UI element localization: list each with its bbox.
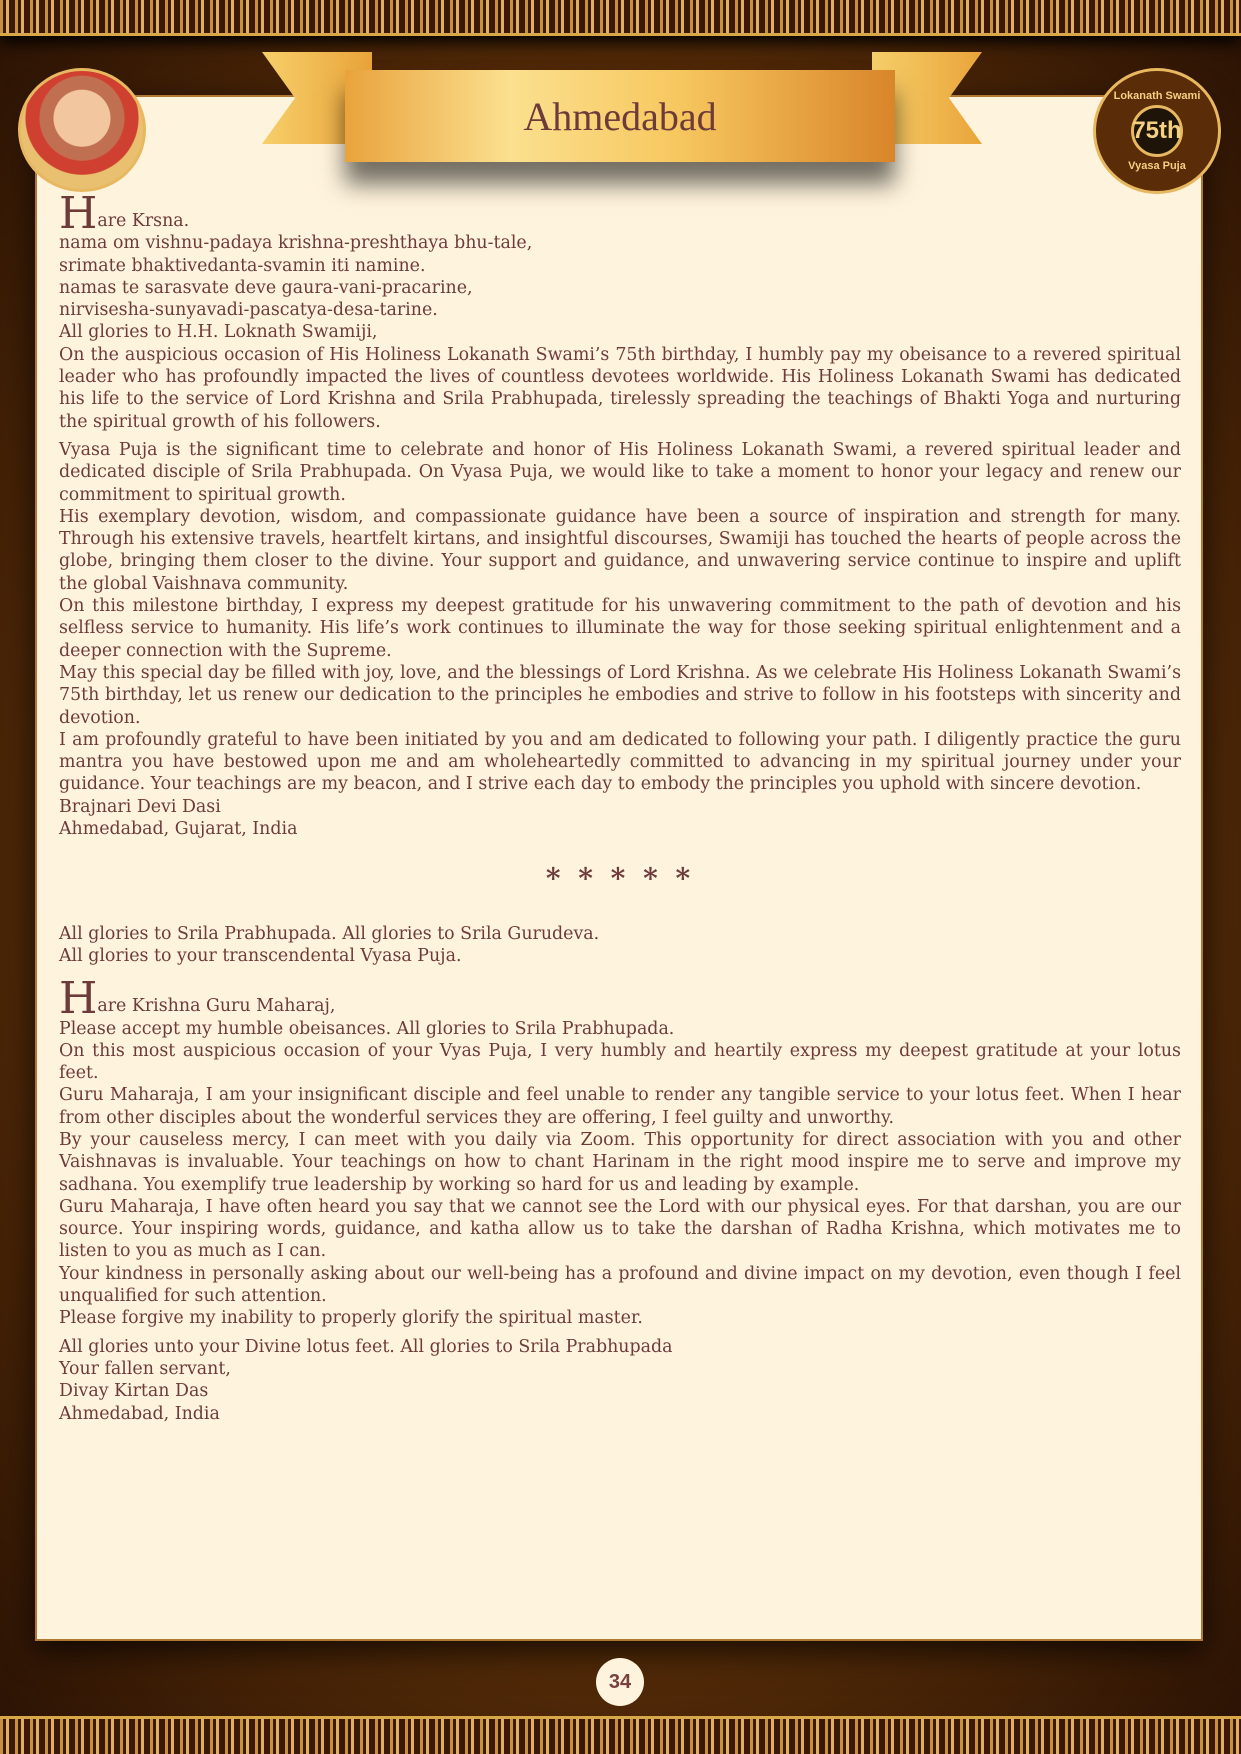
- paragraph: Guru Maharaja, I am your insignificant disciple and feel unable to render any tangible service to your lotus feet. When I hear from other disciples about the wonderful services they are offering, I feel guilty and unworthy.: [59, 1085, 1181, 1128]
- paragraph: By your causeless mercy, I can meet with you daily via Zoom. This opportunity for direct association with you and other Vaishnavas is invaluable. Your teachings on how to chant Harinam in the right mood inspire me to serve and improve my sadhana. You exemplify true leadership by working so hard for us and leading by example.: [59, 1129, 1181, 1195]
- letters-body: [59, 188, 1181, 1425]
- signature-name: Divay Kirtan Das: [59, 1381, 209, 1402]
- paragraph: On this milestone birthday, I express my deepest gratitude for his unwavering commitment to the path of devotion and his selfless service to humanity. His life’s work continues to illuminate the way for those seeking spiritual enlightenment and a deeper connection with the Supreme.: [59, 596, 1181, 661]
- signature-location: Ahmedabad, India: [59, 1403, 220, 1424]
- letter1-greeting: [59, 188, 1181, 239]
- intro-line: All glories to your transcendental Vyasa Puja.: [59, 945, 462, 966]
- letter2-greeting: [59, 973, 1181, 1025]
- paragraph: Vyasa Puja is the significant time to celebrate and honor of His Holiness Lokanath Swami, a revered spiritual leader and dedicated disciple of Srila Prabhupada. On Vyasa Puja, we would like to take a moment to honor your legacy and renew our commitment to spiritual growth.: [59, 439, 1181, 505]
- paragraph: Your kindness in personally asking about our well-being has a profound and divine impact on my devotion, even though I feel unqualified for such attention.: [59, 1263, 1181, 1307]
- seal-text-top: Lokanath Swami: [1113, 90, 1201, 102]
- closing-line: Your fallen servant,: [59, 1358, 231, 1379]
- paragraph: On this most auspicious occasion of your Vyas Puja, I very humbly and heartily express my deepest gratitude at your lotus feet.: [59, 1040, 1181, 1084]
- verse-line: srimate bhaktivedanta-svamin iti namine.: [59, 255, 426, 276]
- paragraph: On the auspicious occasion of His Holiness Lokanath Swami’s 75th birthday, I humbly pay my obeisance to a revered spiritual leader who has profoundly impacted the lives of countless devotees worldwide. His Holiness Lokanath Swami has dedicated his life to the service of Lord Krishna and Srila Prabhupada, tirelessly spreading the teachings of Bhakti Yoga and nurturing the spiritual growth of his followers.: [59, 344, 1181, 432]
- verse-line: namas te sarasvate deve gaura-vani-pracarine,: [59, 277, 473, 298]
- verse-line: All glories to H.H. Loknath Swamiji,: [59, 322, 378, 343]
- section-separator: * * * * *: [545, 862, 695, 896]
- paragraph: Please accept my humble obeisances. All glories to Srila Prabhupada.: [59, 1018, 675, 1039]
- verse-line: nama om vishnu-padaya krishna-preshthaya bhu-tale,: [59, 233, 533, 254]
- closing-line: All glories unto your Divine lotus feet. All glories to Srila Prabhupada: [59, 1336, 673, 1357]
- paragraph: His exemplary devotion, wisdom, and compassionate guidance have been a source of inspiration and strength for many. Through his extensive travels, heartfelt kirtans, and insightful discourses, Swamiji has touched the hearts of people across the globe, bringing them closer to the divine. Your support and guidance, and unwavering service continue to inspire and uplift the global Vaishnava community.: [59, 506, 1181, 594]
- bottom-decorative-border: [0, 1716, 1241, 1754]
- paragraph: May this special day be filled with joy, love, and the blessings of Lord Krishna. As we celebrate His Holiness Lokanath Swami’s 75th birthday, let us renew our dedication to the principles he embodies and strive to follow in his footsteps with sincerity and devotion.: [59, 662, 1181, 728]
- seal-text-bottom: Vyasa Puja: [1128, 160, 1186, 172]
- guru-portrait: [18, 68, 146, 192]
- signature-name: Brajnari Devi Dasi: [59, 796, 221, 817]
- verse-line: nirvisesha-sunyavadi-pascatya-desa-tarine.: [59, 300, 438, 321]
- top-decorative-border: [0, 0, 1241, 36]
- signature-location: Ahmedabad, Gujarat, India: [59, 819, 298, 840]
- paragraph: Please forgive my inability to properly glorify the spiritual master.: [59, 1308, 643, 1329]
- paragraph: I am profoundly grateful to have been initiated by you and am dedicated to following your path. I diligently practice the guru mantra you have bestowed upon me and am wholeheartedly committed to advancing in my spiritual journey under your guidance. Your teachings are my beacon, and I strive each day to embody the principles you uphold with sincere devotion.: [59, 729, 1181, 795]
- title-ribbon: [345, 70, 895, 162]
- anniversary-seal-logo: [1093, 68, 1221, 194]
- drop-cap: H: [59, 188, 98, 239]
- page-title: Ahmedabad: [523, 93, 717, 139]
- page-number: 34: [596, 1658, 644, 1706]
- greeting-text: are Krsna.: [97, 211, 190, 231]
- intro-line: All glories to Srila Prabhupada. All glories to Srila Gurudeva.: [59, 923, 600, 944]
- drop-cap: H: [59, 973, 98, 1025]
- greeting-text: are Krishna Guru Maharaj,: [97, 996, 336, 1017]
- paragraph: Guru Maharaja, I have often heard you say that we cannot see the Lord with our physical eyes. For that darshan, you are our source. Your inspiring words, guidance, and katha allow us to take the darshan of Radha Krishna, which motivates me to listen to you as much as I can.: [59, 1196, 1181, 1262]
- seal-number: 75th: [1131, 105, 1183, 157]
